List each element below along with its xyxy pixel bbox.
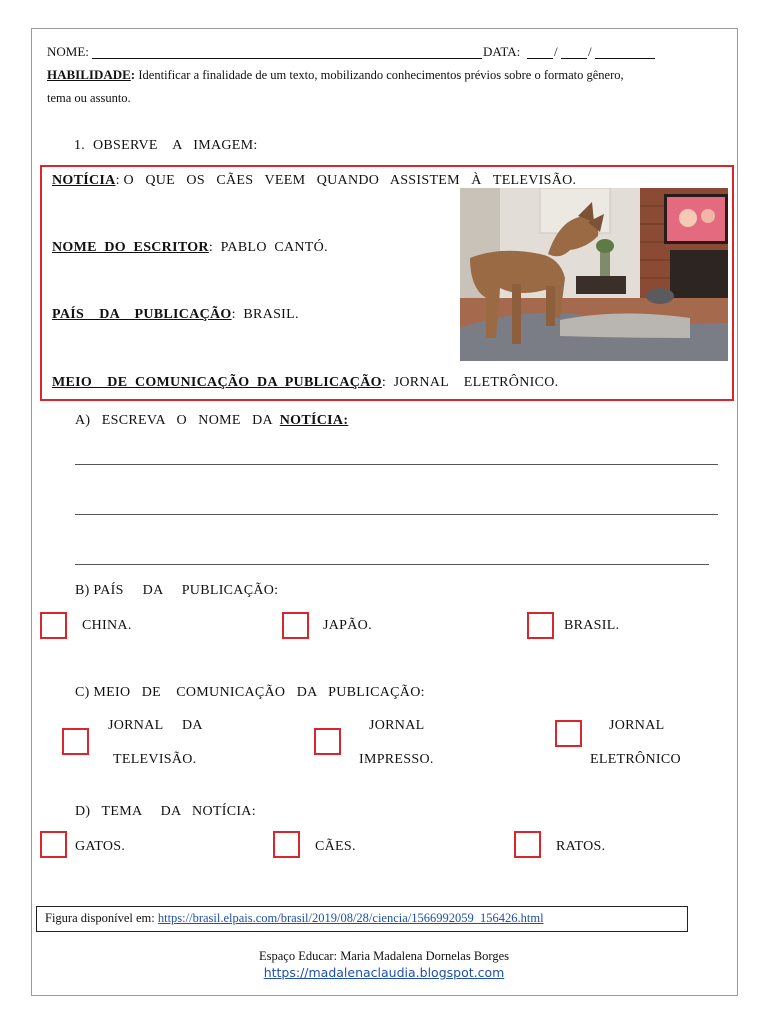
country-row — [52, 307, 299, 323]
news-row — [52, 173, 576, 189]
footer-blog-line — [0, 965, 768, 980]
country-label: PAÍS DA PUBLICAÇÃO — [52, 307, 232, 322]
writer-row — [52, 240, 328, 256]
image-source-link[interactable]: https://brasil.elpais.com/brasil/2019/08/28/ciencia/1566992059_156426.html — [157, 911, 544, 925]
name-field[interactable] — [92, 58, 482, 59]
question-1-number: 1. — [74, 138, 86, 153]
writer-label: NOME DO ESCRITOR — [52, 240, 209, 255]
checkbox-dogs[interactable] — [273, 831, 300, 858]
option-brazil-label: BRASIL. — [564, 618, 620, 633]
checkbox-electronic-newspaper[interactable] — [555, 720, 582, 747]
date-year-field[interactable] — [595, 58, 655, 59]
skill-line — [47, 67, 624, 83]
checkbox-brazil[interactable] — [527, 612, 554, 639]
image-source-label: Figura disponível em: — [45, 911, 158, 925]
option-rats-label: RATOS. — [556, 839, 606, 854]
skill-text: Identificar a finalidade de um texto, mobilizando conhecimentos prévios sobre o formato gênero, — [138, 68, 624, 82]
medium-label: MEIO DE COMUNICAÇÃO DA PUBLICAÇÃO — [52, 375, 382, 390]
question-a-emphasis: NOTÍCIA: — [279, 413, 349, 428]
name-label: NOME: — [47, 44, 89, 59]
question-a-prefix: A) ESCREVA O NOME DA — [75, 413, 280, 428]
skill-text-continued: tema ou assunto. — [47, 91, 131, 105]
news-label: NOTÍCIA — [52, 173, 116, 188]
question-b-title: B) PAÍS DA PUBLICAÇÃO: — [75, 583, 279, 598]
photo-illustration — [460, 188, 728, 361]
date-separator: / — [554, 44, 558, 59]
footer-credit: Espaço Educar: Maria Madalena Dornelas Borges — [258, 949, 510, 963]
country-value: : BRASIL. — [231, 307, 299, 322]
option-printed-newspaper-line2: IMPRESSO. — [359, 752, 434, 767]
option-printed-newspaper-line1: JORNAL — [369, 718, 425, 733]
medium-row — [52, 375, 558, 391]
answer-line-1[interactable] — [75, 464, 718, 465]
dog-watching-tv-photo — [460, 188, 728, 361]
option-china-label: CHINA. — [82, 618, 132, 633]
checkbox-cats[interactable] — [40, 831, 67, 858]
answer-line-3[interactable] — [75, 564, 709, 565]
image-source-line — [45, 911, 544, 926]
question-1-title: OBSERVE A IMAGEM: — [93, 138, 258, 153]
writer-value: : PABLO CANTÓ. — [208, 240, 328, 255]
news-value: : O QUE OS CÃES VEEM QUANDO ASSISTEM À TELEVISÃO. — [115, 173, 577, 188]
date-label: DATA: — [483, 44, 521, 59]
skill-label: HABILIDADE — [47, 67, 131, 82]
date-month-field[interactable] — [561, 58, 587, 59]
checkbox-tv-newspaper[interactable] — [62, 728, 89, 755]
skill-colon: : — [130, 67, 136, 82]
checkbox-rats[interactable] — [514, 831, 541, 858]
checkbox-china[interactable] — [40, 612, 67, 639]
date-day-field[interactable] — [527, 58, 553, 59]
answer-line-2[interactable] — [75, 514, 718, 515]
date-separator: / — [588, 44, 592, 59]
question-c-title: C) MEIO DE COMUNICAÇÃO DA PUBLICAÇÃO: — [75, 685, 425, 700]
medium-value: : JORNAL ELETRÔNICO. — [381, 375, 559, 390]
option-electronic-newspaper-line1: JORNAL — [609, 718, 665, 733]
footer-blog-link[interactable]: https://madalenaclaudia.blogspot.com — [263, 965, 505, 980]
checkbox-japan[interactable] — [282, 612, 309, 639]
checkbox-printed-newspaper[interactable] — [314, 728, 341, 755]
option-japan-label: JAPÃO. — [323, 618, 372, 633]
option-dogs-label: CÃES. — [315, 839, 356, 854]
option-tv-newspaper-line2: TELEVISÃO. — [113, 752, 197, 767]
question-d-title: D) TEMA DA NOTÍCIA: — [75, 804, 256, 819]
option-tv-newspaper-line1: JORNAL DA — [108, 718, 203, 733]
option-cats-label: GATOS. — [75, 839, 126, 854]
option-electronic-newspaper-line2: ELETRÔNICO — [590, 752, 681, 767]
question-a — [75, 413, 348, 429]
